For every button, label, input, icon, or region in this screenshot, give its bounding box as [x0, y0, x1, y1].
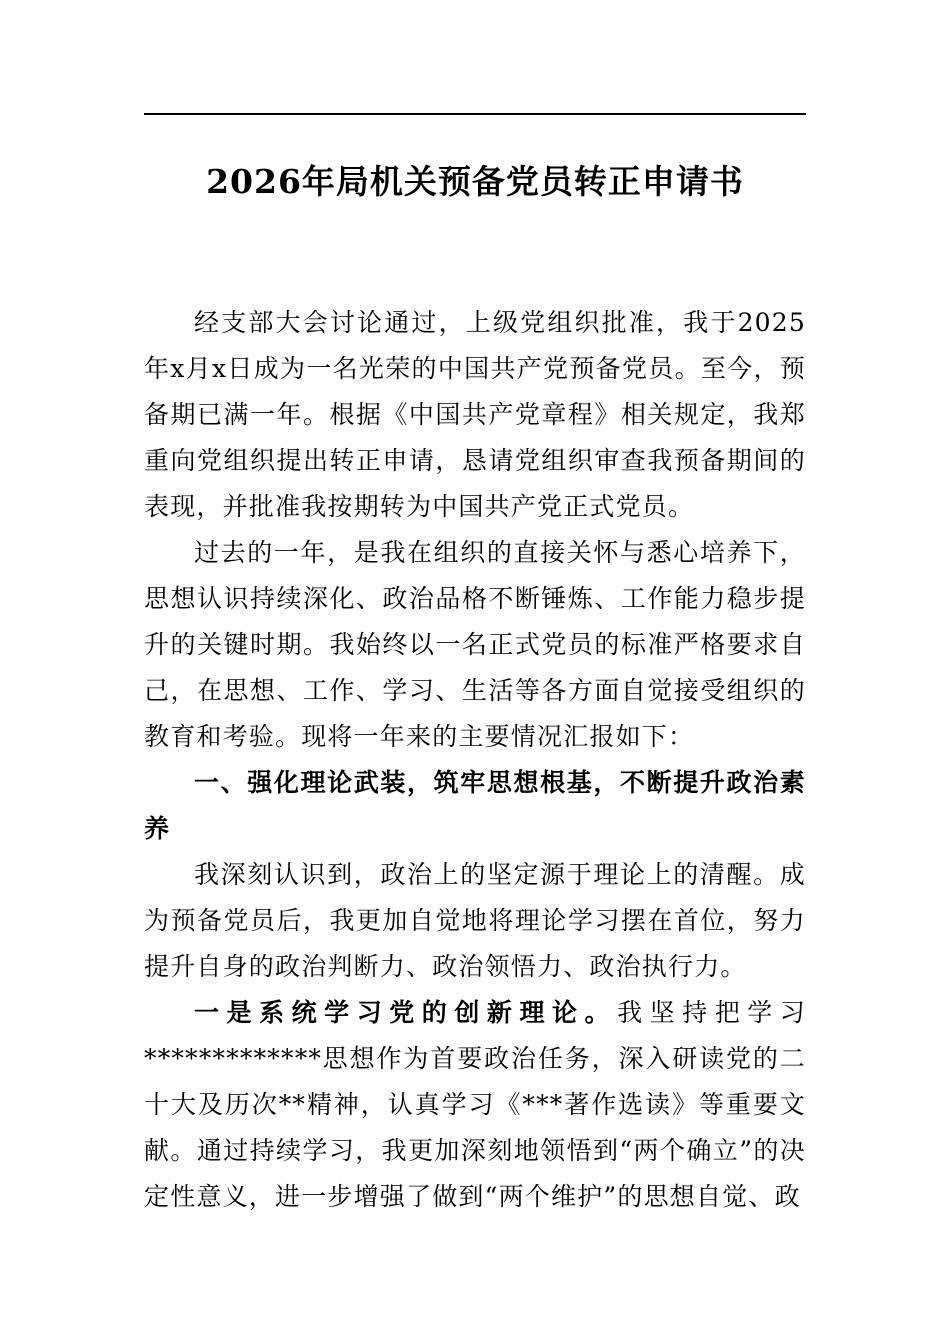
section-heading: 一、强化理论武装，筑牢思想根基，不断提升政治素养	[144, 768, 806, 843]
section-paragraph: 我深刻认识到，政治上的坚定源于理论上的清醒。成为预备党员后，我更加自觉地将理论学习摆在首位，努力提升自身的政治判断力、政治领悟力、政治执行力。	[144, 860, 806, 981]
point-lead: 一是系统学习党的创新理论。	[194, 998, 618, 1027]
document-body	[144, 300, 806, 1220]
point-text: 我坚持把学习*************思想作为首要政治任务，深入研读党的二十大及历次**精神，认真学习《***著作选读》等重要文献。通过持续学习，我更加深刻地领悟到“两个确立”的决定性意义，进一步增强了做到“两个维护”的思想自觉、政	[144, 998, 806, 1211]
intro-paragraph: 经支部大会讨论通过，上级党组织批准，我于2025年x月x日成为一名光荣的中国共产党预备党员。至今，预备期已满一年。根据《中国共产党章程》相关规定，我郑重向党组织提出转正申请，恳请党组织审查我预备期间的表现，并批准我按期转为中国共产党正式党员。	[144, 308, 806, 521]
document-title: 2026年局机关预备党员转正申请书	[206, 162, 744, 201]
point-paragraph	[144, 990, 806, 1220]
overview-paragraph: 过去的一年，是我在组织的直接关怀与悉心培养下，思想认识持续深化、政治品格不断锤炼、工作能力稳步提升的关键时期。我始终以一名正式党员的标准严格要求自己，在思想、工作、学习、生活等各方面自觉接受组织的教育和考验。现将一年来的主要情况汇报如下：	[144, 538, 806, 751]
header-rule	[144, 113, 806, 115]
